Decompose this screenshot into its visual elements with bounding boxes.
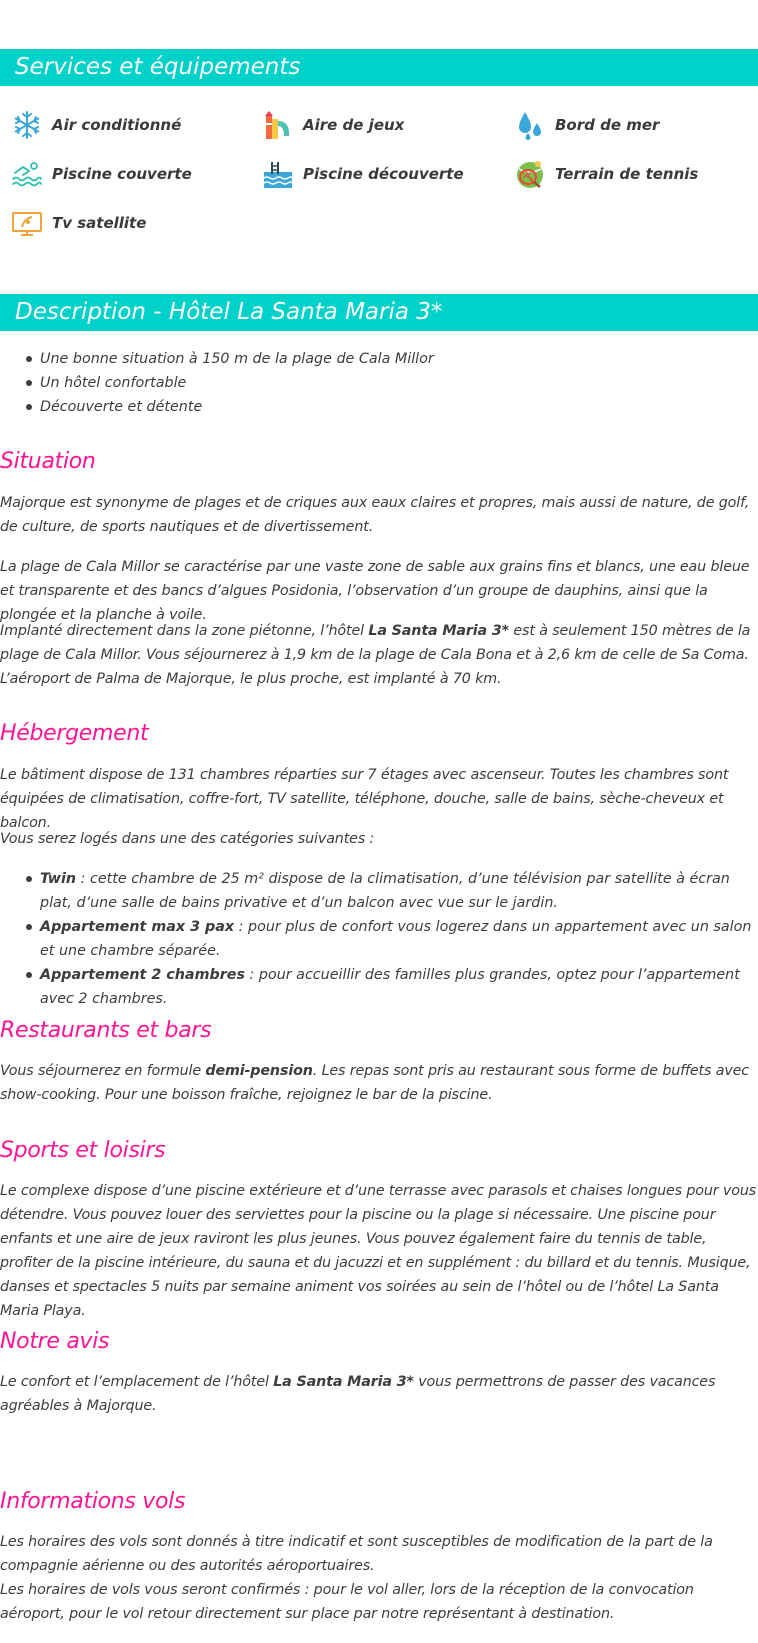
service-label: Terrain de tennis — [555, 165, 699, 183]
hebergement-paragraph-1: Le bâtiment dispose de 131 chambres réparties sur 7 étages avec ascenseur. Toutes les chambres sont équipées de climatisation, coffre-fort, TV satellite, téléphone, douche, salle de bains, sèche-cheveux et balcon. — [0, 767, 729, 831]
list-item: Appartement 2 chambres : pour accueillir des familles plus grandes, optez pour l’appartement avec 2 chambres. — [0, 963, 758, 1011]
service-label: Bord de mer — [555, 116, 660, 134]
hotel-name: La Santa Maria 3* — [368, 623, 510, 639]
service-aire-de-jeux — [261, 108, 404, 142]
water-drops-icon — [513, 108, 547, 142]
sports-heading: Sports et loisirs — [0, 1138, 166, 1163]
description-header — [0, 294, 758, 331]
service-tv-satellite — [10, 206, 146, 240]
restaurants-heading: Restaurants et bars — [0, 1018, 212, 1043]
service-label: Air conditionné — [52, 116, 182, 134]
service-label: Piscine couverte — [52, 165, 192, 183]
tv-icon — [10, 206, 44, 240]
hebergement-paragraph-2: Vous serez logés dans une des catégories suivantes : — [0, 831, 375, 847]
situation-heading: Situation — [0, 449, 96, 474]
sports-paragraph: Le complexe dispose d’une piscine extérieure et d’une terrasse avec parasols et chaises longues pour vous détendre. Vous pouvez louer des serviettes pour la piscine ou la plage si nécessaire. Une piscine pour enfants et une aire de jeux raviront les plus jeunes. Vous pouvez également faire du tennis de table, profiter de la piscine intérieure, du sauna et du jacuzzi et en supplément : du billard et du tennis. Musique, danses et spectacles 5 nuits par semaine animent vos soirées au sein de l’hôtel ou de l’hôtel La Santa Maria Playa. — [0, 1183, 757, 1319]
list-item: Twin : cette chambre de 25 m² dispose de la climatisation, d’une télévision par satellite à écran plat, d’une salle de bains privative et d’un balcon avec vue sur le jardin. — [0, 867, 758, 915]
service-terrain-de-tennis — [513, 157, 698, 191]
board-type: demi-pension — [205, 1063, 313, 1079]
list-item: Une bonne situation à 150 m de la plage de Cala Millor — [0, 347, 758, 371]
vols-line-1: Les horaires des vols sont donnés à titre indicatif et sont susceptibles de modification de la part de la compagnie aérienne ou des autorités aéroportuaires. — [0, 1534, 713, 1574]
room-name: Appartement max 3 pax — [40, 919, 235, 935]
service-label: Piscine découverte — [303, 165, 464, 183]
vols-line-2: Les horaires de vols vous seront confirmés : pour le vol aller, lors de la réception de la convocation aéroport, pour le vol retour directement sur place par notre représentant à destination. — [0, 1582, 694, 1622]
service-piscine-couverte — [10, 157, 192, 191]
restaurants-paragraph: Vous séjournerez en formule demi-pension. Les repas sont pris au restaurant sous forme de buffets avec show-cooking. Pour une boisson fraîche, rejoignez le bar de la piscine. — [0, 1063, 749, 1103]
pool-icon — [261, 157, 295, 191]
service-label: Tv satellite — [52, 214, 147, 232]
hotel-name: La Santa Maria 3* — [273, 1374, 414, 1390]
vols-heading: Informations vols — [0, 1489, 186, 1514]
hebergement-heading: Hébergement — [0, 721, 149, 746]
avis-heading: Notre avis — [0, 1329, 110, 1354]
room-name: Appartement 2 chambres — [40, 967, 245, 983]
avis-paragraph: Le confort et l’emplacement de l’hôtel La Santa Maria 3* vous permettrons de passer des vacances agréables à Majorque. — [0, 1374, 716, 1414]
list-item: Appartement max 3 pax : pour plus de confort vous logerez dans un appartement avec un salon et une chambre séparée. — [0, 915, 758, 963]
room-name: Twin — [40, 871, 77, 887]
situation-paragraph-1: Majorque est synonyme de plages et de criques aux eaux claires et propres, mais aussi de nature, de golf, de culture, de sports nautiques et de divertissement. — [0, 495, 750, 535]
room-categories — [0, 867, 758, 1011]
description-title: Description - Hôtel La Santa Maria 3* — [15, 299, 443, 325]
list-item: Un hôtel confortable — [0, 371, 758, 395]
service-bord-de-mer — [513, 108, 659, 142]
vols-paragraph — [0, 1530, 758, 1626]
description-highlights — [0, 347, 758, 419]
situation-paragraph-3: Implanté directement dans la zone piétonne, l’hôtel La Santa Maria 3* est à seulement 150 mètres de la plage de Cala Millor. Vous séjournerez à 1,9 km de la plage de Cala Bona et à 2,6 km de celle de Sa Coma. L’aéroport de Palma de Majorque, le plus proche, est implanté à 70 km. — [0, 623, 751, 687]
situation-paragraph-2: La plage de Cala Millor se caractérise par une vaste zone de sable aux grains fins et blancs, une eau bleue et transparente et des bancs d’algues Posidonia, l’observation d’un groupe de dauphins, ainsi que la plongée et la planche à voile. — [0, 559, 750, 623]
list-item: Découverte et détente — [0, 395, 758, 419]
services-title: Services et équipements — [15, 54, 301, 80]
service-air-conditionne — [10, 108, 181, 142]
swimmer-icon — [10, 157, 44, 191]
snowflake-icon — [10, 108, 44, 142]
service-piscine-decouverte — [261, 157, 464, 191]
tennis-icon — [513, 157, 547, 191]
service-label: Aire de jeux — [303, 116, 405, 134]
playground-icon — [261, 108, 295, 142]
services-header — [0, 49, 758, 86]
